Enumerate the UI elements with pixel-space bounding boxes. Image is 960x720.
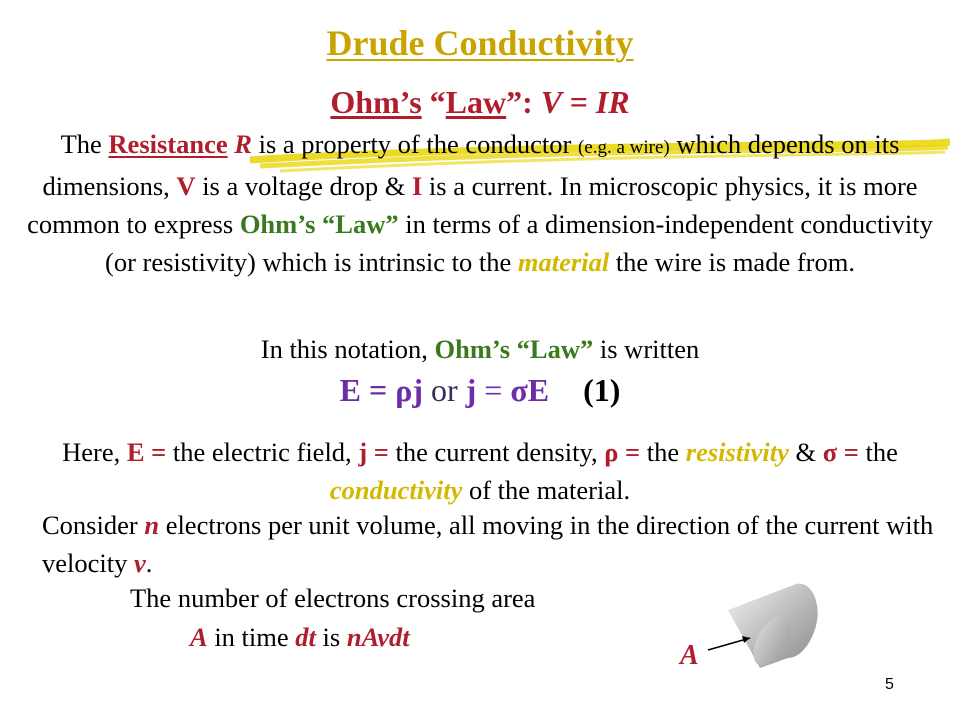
- electron-count-line-2: A in time dt is nAvdt: [190, 622, 410, 652]
- equation-1: E = ρj or j = σE (1): [339, 372, 621, 408]
- definitions-paragraph: Here, E = the electric field, j = the current density, ρ = the resistivity & σ = the conductivity of the material.: [62, 437, 898, 505]
- law-word: Law: [445, 84, 507, 120]
- equation-number: (1): [583, 372, 621, 408]
- ohms-law-term: Ohm’s “Law”: [239, 209, 399, 239]
- eg-note: (e.g. a wire): [577, 137, 670, 158]
- notation-line: In this notation, Ohm’s “Law” is written: [260, 334, 700, 364]
- resistance-paragraph: The Resistance R is a property of the conductor (e.g. a wire) which depends on its dimensions, V is a voltage drop & I is a current. In microscopic physics, it is more common to express Ohm’s “Law” in terms of a dimension-independent conductivity (or resistivity) which is intrinsic to the material the wire is made from.: [27, 129, 933, 277]
- ohms-equation: V = IR: [540, 84, 630, 120]
- electron-count-line-1: The number of electrons crossing area: [130, 583, 536, 613]
- resistance-term: Resistance: [108, 129, 228, 159]
- slide-title: Drude Conductivity: [326, 23, 634, 63]
- electrons-paragraph: Consider n electrons per unit volume, all moving in the direction of the current with velocity v.: [42, 510, 934, 578]
- area-label: A: [680, 640, 699, 671]
- material-term: material: [517, 247, 610, 277]
- wire-cylinder-figure: [700, 578, 840, 678]
- page-number: 5: [885, 676, 894, 693]
- ohms-law-heading: Ohm’s “Law”: V = IR: [330, 84, 630, 120]
- ohms-word: Ohm’s: [330, 84, 422, 120]
